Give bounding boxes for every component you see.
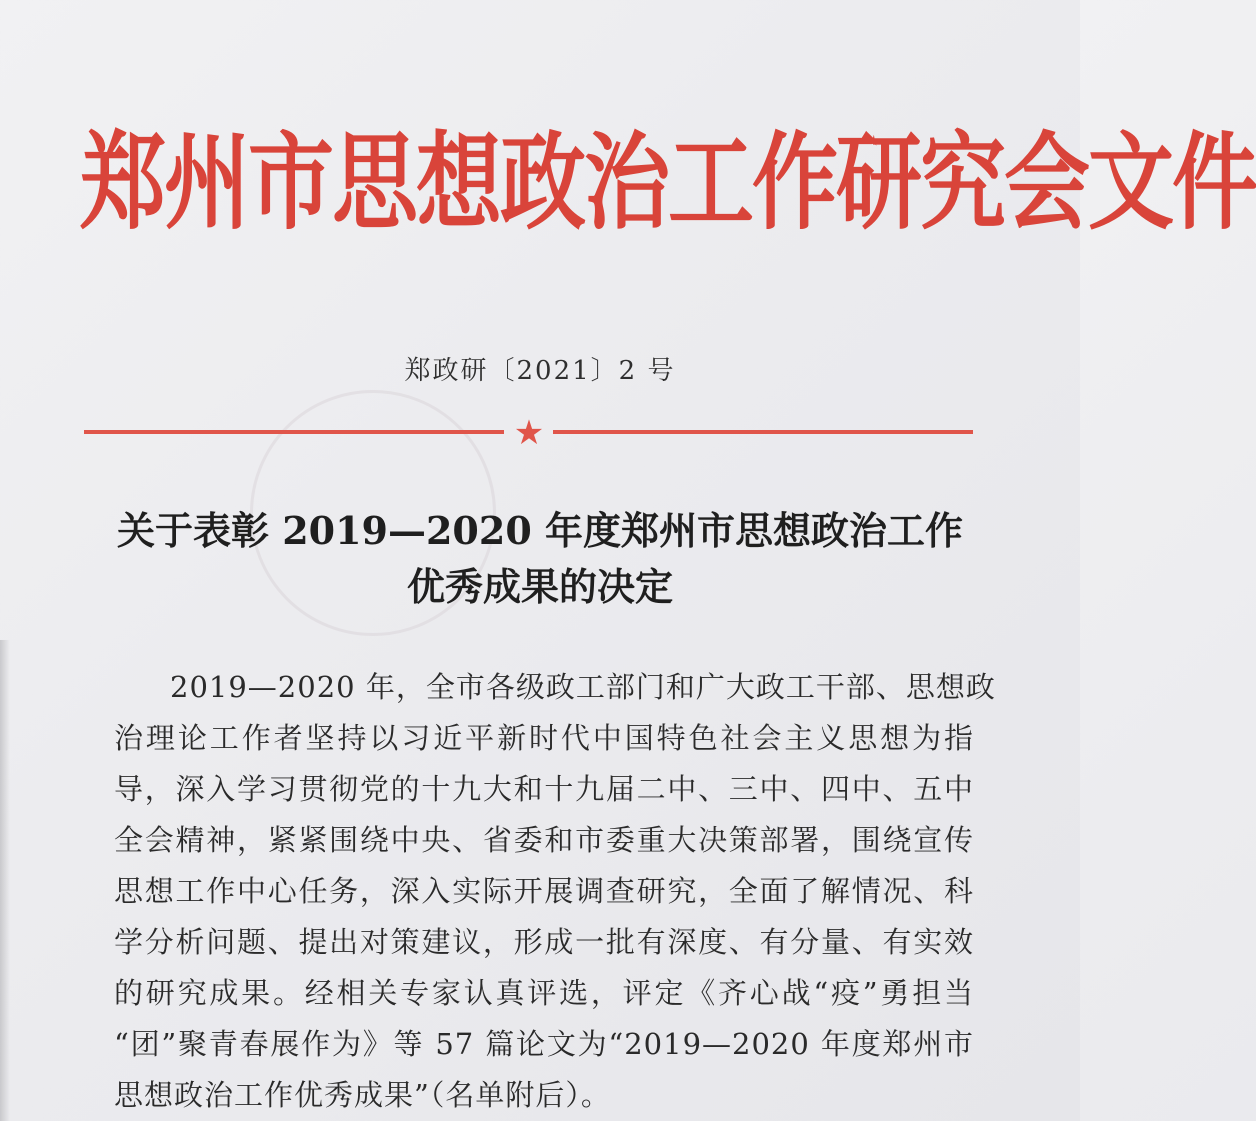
document-title-line-1: 关于表彰 2019—2020 年度郑州市思想政治工作 [117, 508, 963, 553]
document-masthead: 郑州市思想政治工作研究会文件 [80, 122, 1256, 245]
body-line: 学分析问题、提出对策建议，形成一批有深度、有分量、有实效 [114, 925, 974, 959]
document-body [114, 662, 996, 1121]
body-line: 的研究成果。经相关专家认真评选，评定《齐心战“疫”勇担当 [114, 976, 974, 1010]
body-line: 思想工作中心任务，深入实际开展调查研究，全面了解情况、科 [114, 874, 974, 908]
body-line: 全会精神，紧紧围绕中央、省委和市委重大决策部署，围绕宣传 [114, 823, 974, 857]
body-line: 导，深入学习贯彻党的十九大和十九届二中、三中、四中、五中 [114, 772, 974, 806]
body-line: 治理论工作者坚持以习近平新时代中国特色社会主义思想为指 [114, 721, 974, 755]
red-divider-right [553, 430, 973, 434]
body-line: 2019—2020 年，全市各级政工部门和广大政工干部、思想政 [170, 670, 996, 704]
body-line: “团”聚青春展作为》等 57 篇论文为“2019—2020 年度郑州市 [114, 1027, 974, 1061]
star-icon: ★ [513, 413, 545, 453]
document-number: 郑政研〔2021〕2 号 [404, 356, 676, 386]
page-edge-shadow [0, 640, 10, 1121]
red-divider-left [84, 430, 504, 434]
body-line: 思想政治工作优秀成果”（名单附后）。 [114, 1078, 611, 1112]
document-title-line-2: 优秀成果的决定 [406, 564, 673, 609]
